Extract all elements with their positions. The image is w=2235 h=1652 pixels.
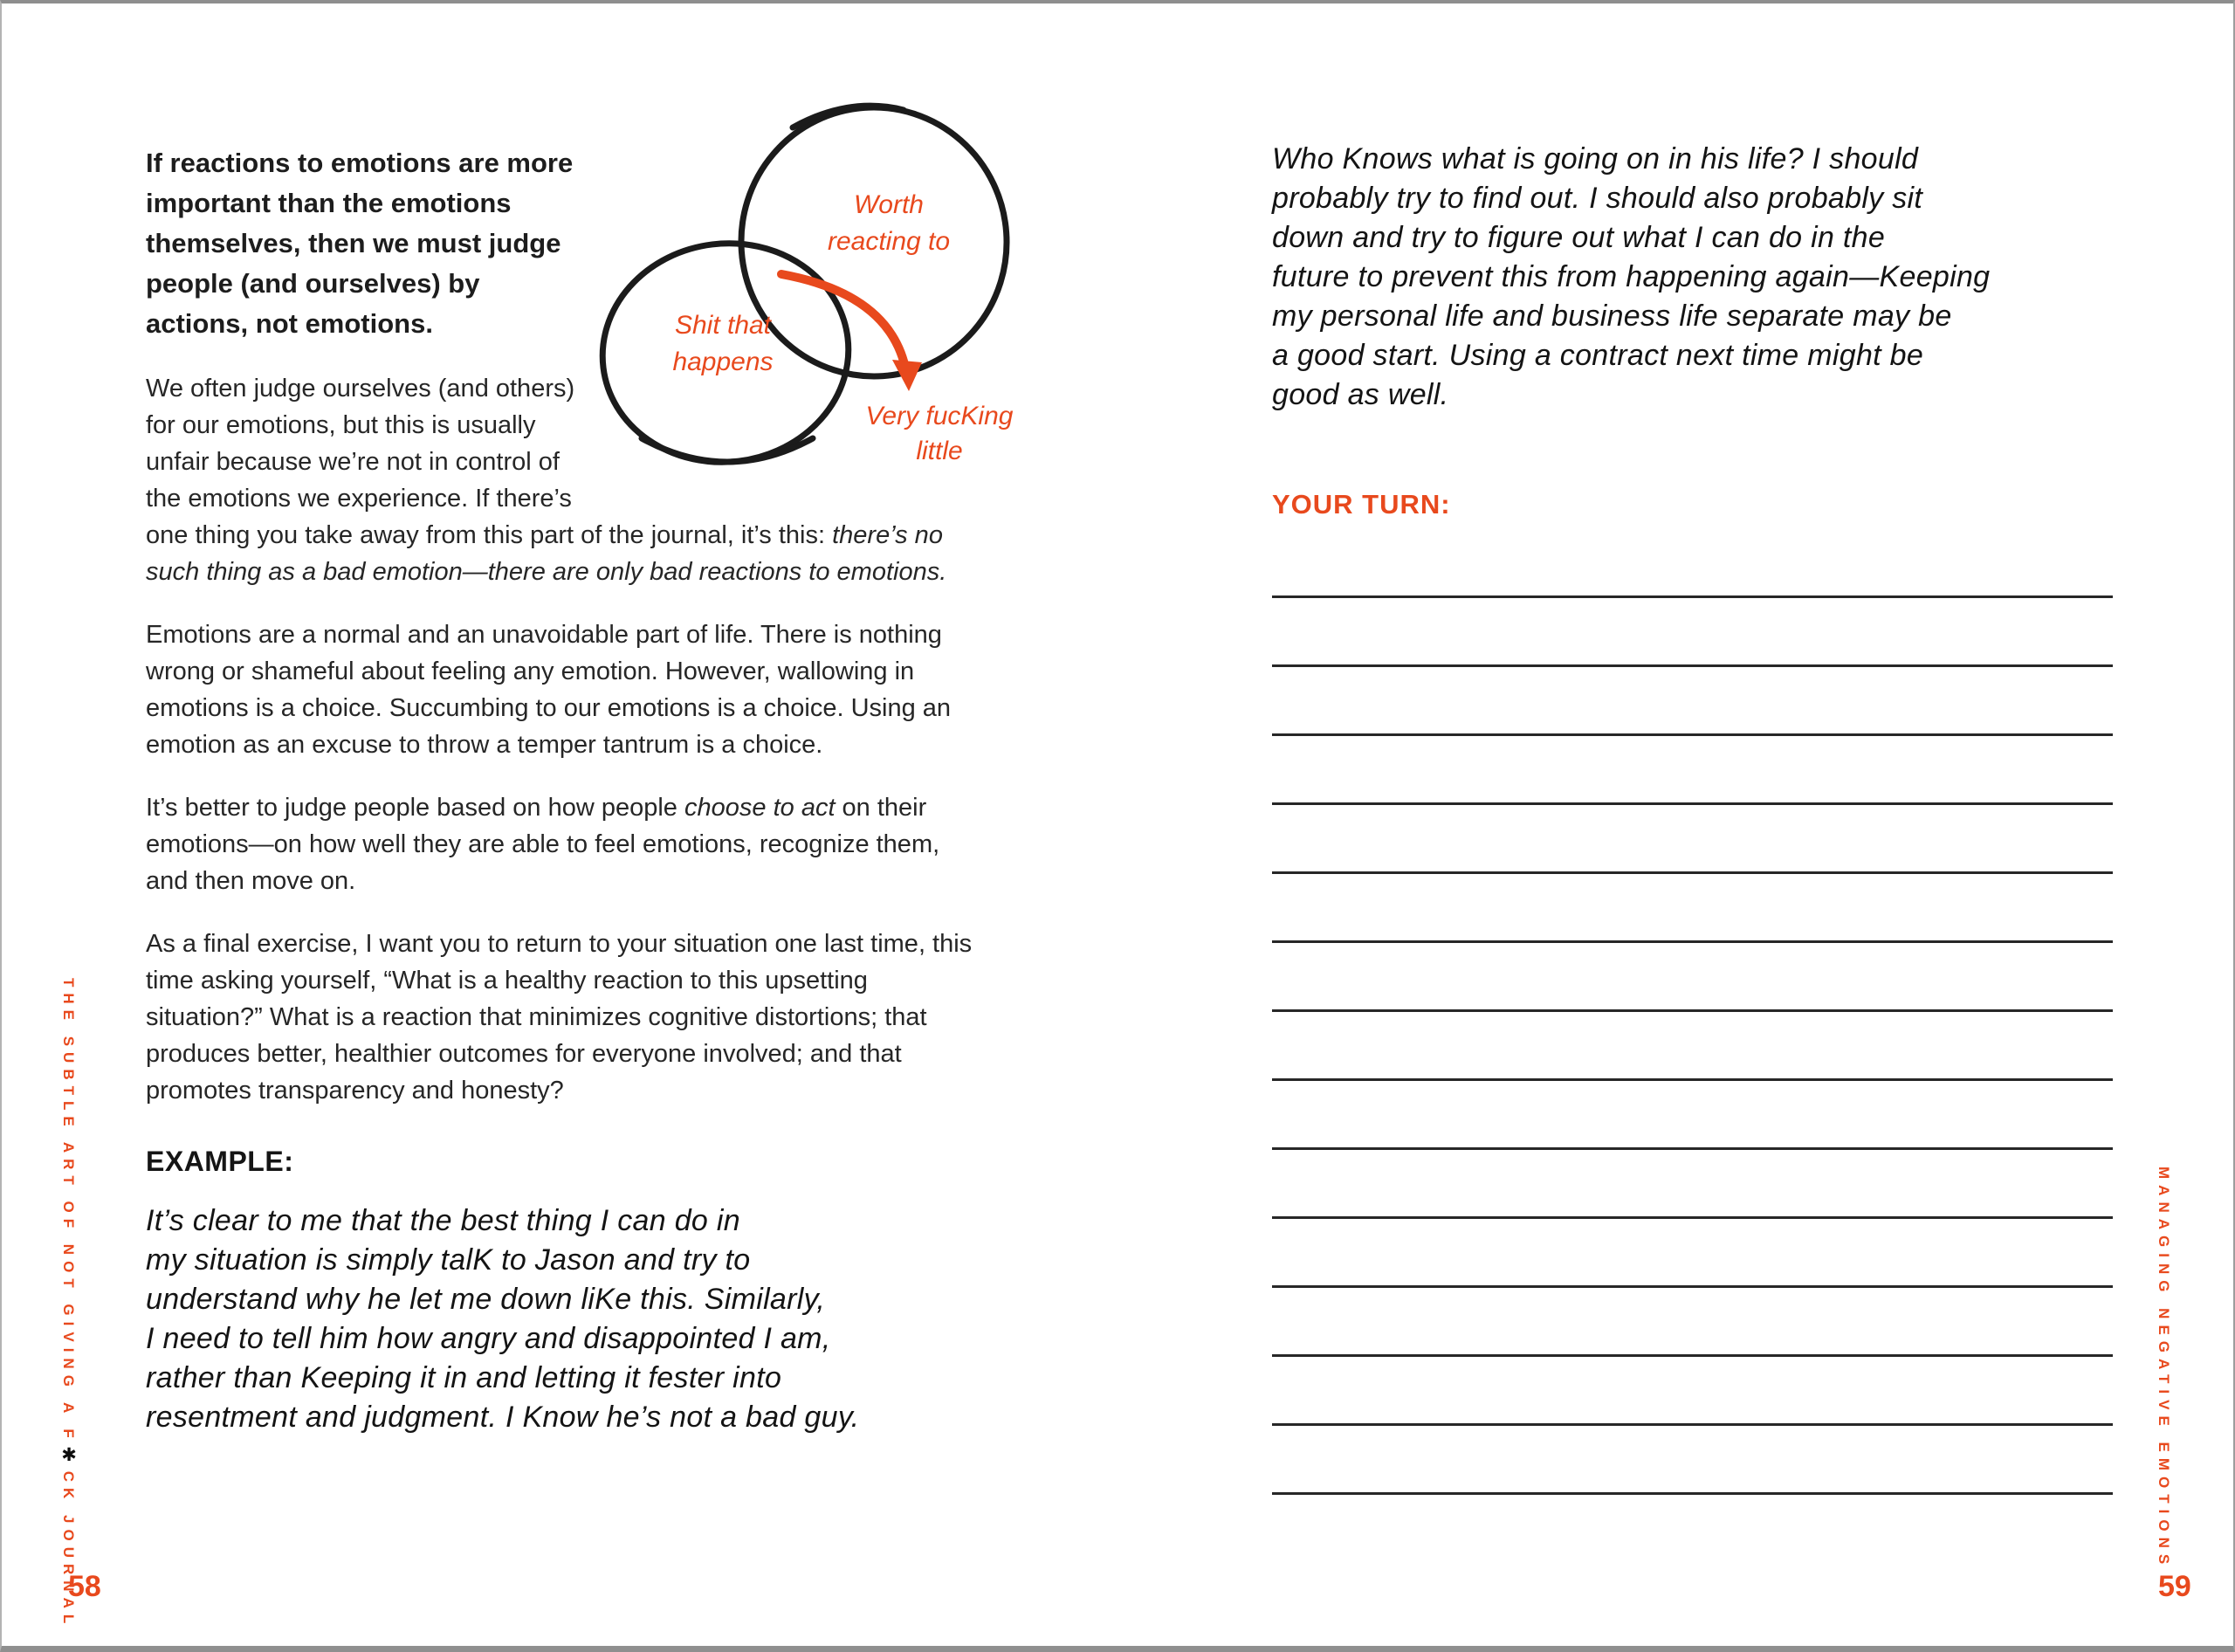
intro-pull-quote: If reactions to emotions are more important than the emotions themselves, then we must judge people (and ourselves) by actions, not emotions. — [146, 148, 574, 339]
label-shit-line2: happens — [672, 348, 774, 376]
writing-line — [1272, 1147, 2113, 1150]
label-little-line2: little — [916, 437, 963, 465]
page-number-left: 58 — [68, 1570, 101, 1603]
handwriting-line: my personal life and business life separate may be — [1272, 299, 1952, 333]
paragraph-judging-italic: there’s no such thing as a bad emotion—there are only bad reactions to emotions. — [146, 521, 947, 586]
writing-line — [1272, 1423, 2113, 1426]
page-number-right: 59 — [2158, 1570, 2191, 1603]
writing-line — [1272, 664, 2113, 667]
handwriting-line: a good start. Using a contract next time might be — [1272, 339, 1924, 372]
handwriting-line: my situation is simply talK to Jason and try to — [146, 1243, 751, 1277]
label-worth-line2: reacting to — [827, 227, 951, 256]
handwriting-line: probably try to find out. I should also probably sit — [1272, 182, 1923, 215]
paragraph-better-lead: It’s better to judge people based on how people — [146, 794, 684, 822]
handwriting-line: It’s clear to me that the best thing I can do in — [146, 1204, 740, 1237]
left-page-content — [146, 143, 1014, 1437]
example-handwriting — [146, 1201, 988, 1437]
handwriting-line: rather than Keeping it in and letting it fester into — [146, 1361, 782, 1394]
paragraph-emotions-normal: Emotions are a normal and an unavoidable part of life. There is nothing wrong or shameful about feeling any emotion. However, wallowing in emotions is a choice. Succumbing to our emotions is a choice. Using an emotion as an excuse to throw a temper tantrum is a choice. — [146, 621, 952, 759]
spine-title-before: THE SUBTLE ART OF NOT GIVING A F — [60, 978, 77, 1444]
writing-lines — [1272, 595, 2113, 1561]
writing-line — [1272, 1285, 2113, 1288]
handwriting-line: down and try to figure out what I can do in the — [1272, 221, 1886, 254]
journal-entry-handwriting — [1272, 140, 2136, 415]
label-little-line1: Very fucKing — [865, 402, 1014, 430]
paragraph-better-italic: choose to act — [684, 794, 836, 822]
left-spine-title — [58, 978, 79, 1629]
example-heading: EXAMPLE: — [146, 1146, 294, 1177]
writing-line — [1272, 595, 2113, 598]
writing-line — [1272, 1216, 2113, 1219]
label-worth-line1: Worth — [853, 190, 925, 219]
venn-diagram-svg — [596, 91, 1014, 492]
venn-diagram — [596, 91, 1014, 477]
right-chapter-title: MANAGING NEGATIVE EMOTIONS — [2156, 1167, 2172, 1571]
handwriting-line: understand why he let me down liKe this. Similarly, — [146, 1283, 826, 1316]
paragraph-better-judge — [146, 789, 988, 899]
paragraph-final-exercise: As a final exercise, I want you to return to your situation one last time, this time asking yourself, “What is a healthy reaction to this upsetting situation?” What is a reaction that minimizes cognitive distortions; that produces better, healthier outcomes for everyone involved; and that promotes transparency and honesty? — [146, 930, 973, 1105]
handwriting-line: good as well. — [1272, 378, 1449, 411]
paragraph-judging-lead: We often judge ourselves (and others) for our emotions, but this is usually unfair because we’re not in control of the emotions we experience. If there’s one thing you take away from this part of the journal, it’s this: — [146, 375, 833, 549]
writing-line — [1272, 733, 2113, 736]
writing-line — [1272, 802, 2113, 805]
handwriting-line: I need to tell him how angry and disappointed I am, — [146, 1322, 831, 1355]
paragraph-better-tail: on their emotions—on how well they are able to feel emotions, recognize them, and then move on. — [146, 794, 940, 895]
writing-line — [1272, 1354, 2113, 1357]
writing-line — [1272, 871, 2113, 874]
writing-line — [1272, 1009, 2113, 1012]
ink-splat-asterisk: ✱ — [58, 1443, 79, 1471]
writing-line — [1272, 1078, 2113, 1081]
label-shit-line1: Shit that — [674, 311, 772, 340]
writing-line — [1272, 1492, 2113, 1495]
handwriting-line: Who Knows what is going on in his life? I should — [1272, 142, 1919, 176]
spine-title-after: CK JOURNAL — [60, 1470, 77, 1630]
handwriting-line: resentment and judgment. I Know he’s not a bad guy. — [146, 1401, 860, 1434]
your-turn-heading: YOUR TURN: — [1272, 489, 1451, 520]
writing-line — [1272, 940, 2113, 943]
handwriting-line: future to prevent this from happening again—Keeping — [1272, 260, 1991, 293]
